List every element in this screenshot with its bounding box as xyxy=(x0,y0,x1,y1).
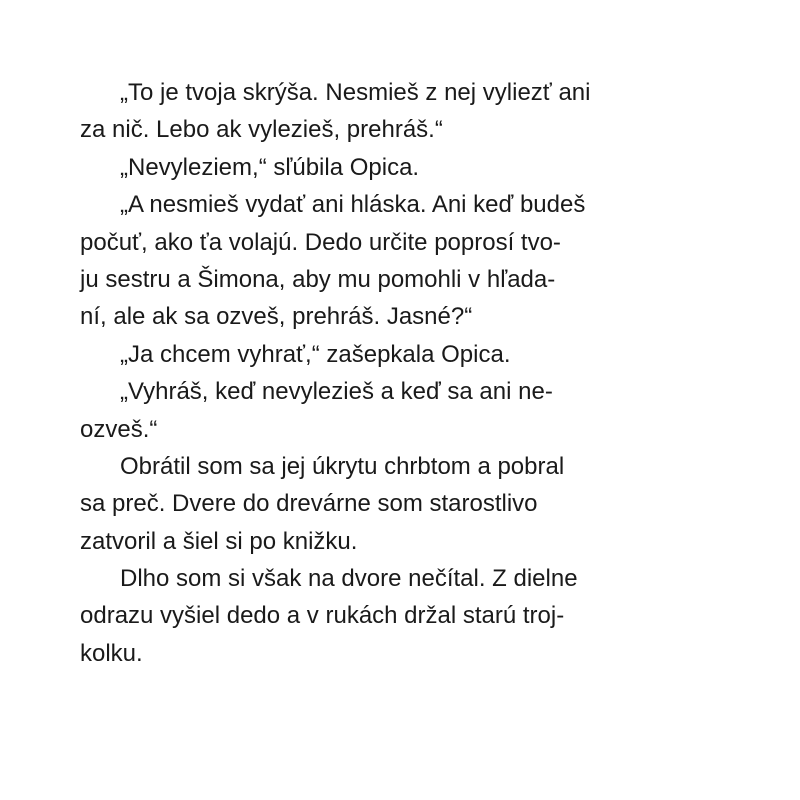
text-line: „Ja chcem vyhrať,“ zašepkala Opica. xyxy=(120,340,511,368)
text-line: zatvoril a šiel si po knižku. xyxy=(80,527,358,555)
text-line: sa preč. Dvere do drevárne som starostlivo xyxy=(80,490,538,518)
text-line: „A nesmieš vydať ani hláska. Ani keď budeš xyxy=(120,191,586,219)
text-line: „Vyhráš, keď nevylezieš a keď sa ani ne- xyxy=(120,378,553,406)
text-line: kolku. xyxy=(80,639,143,667)
text-line: odrazu vyšiel dedo a v rukách držal starú troj- xyxy=(80,602,565,630)
text-line: ju sestru a Šimona, aby mu pomohli v hľada- xyxy=(80,265,556,293)
text-line: „To je tvoja skrýša. Nesmieš z nej vyliezť ani xyxy=(120,79,591,106)
text-line: „Nevyleziem,“ sľúbila Opica. xyxy=(120,153,420,181)
text-line: Obrátil som sa jej úkrytu chrbtom a pobral xyxy=(120,452,565,480)
text-line: ozveš.“ xyxy=(80,415,158,443)
text-line: počuť, ako ťa volajú. Dedo určite poprosí tvo- xyxy=(80,228,561,256)
text-line: Dlho som si však na dvore nečítal. Z dielne xyxy=(120,565,578,593)
body-text xyxy=(80,74,700,672)
text-line: za nič. Lebo ak vylezieš, prehráš.“ xyxy=(80,116,443,144)
text-line: ní, ale ak sa ozveš, prehráš. Jasné?“ xyxy=(80,303,473,331)
